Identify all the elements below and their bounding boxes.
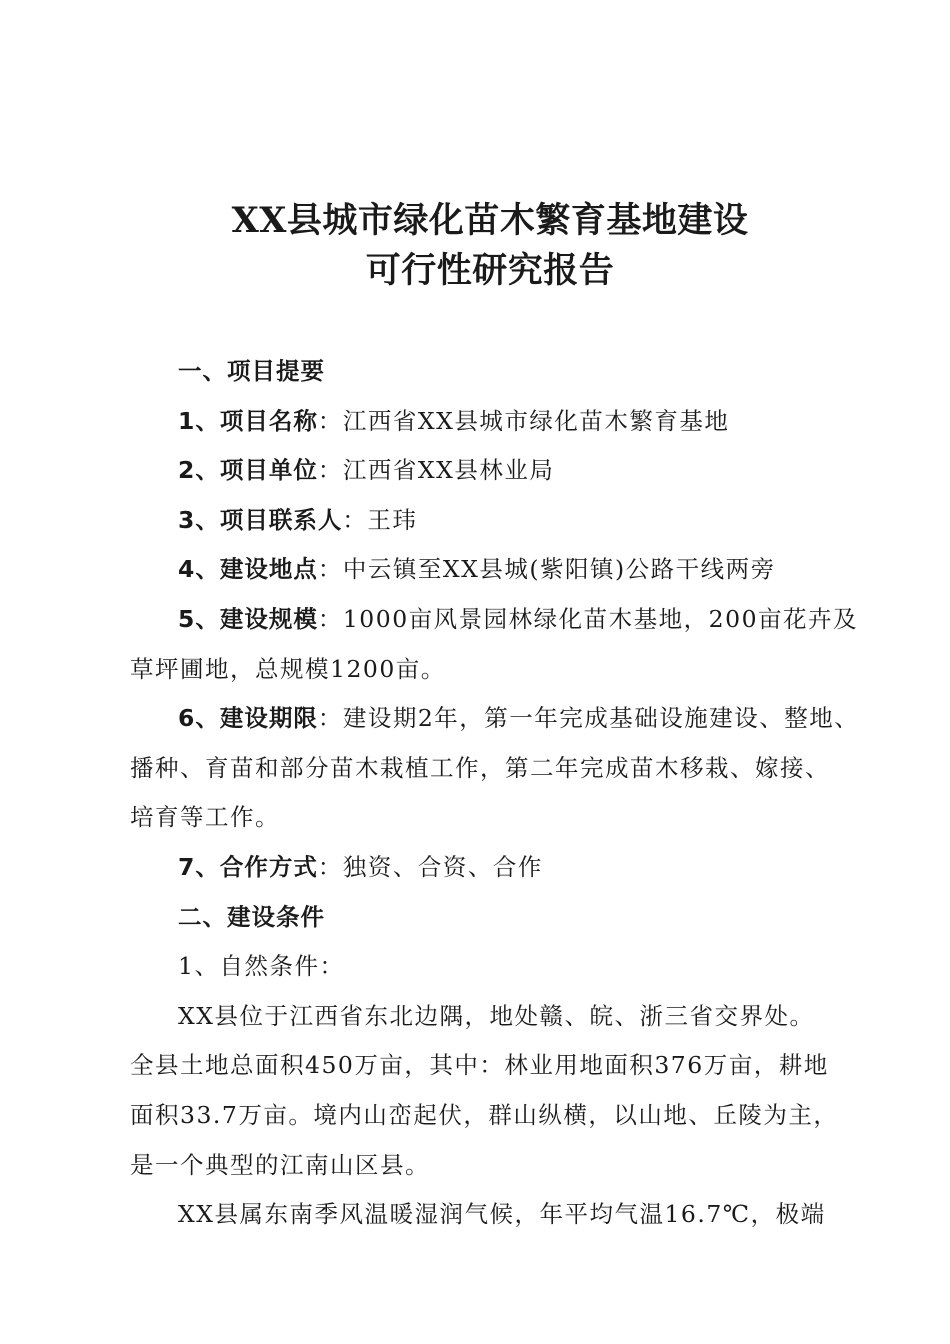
title-line-1: XX县城市绿化苗木繁育基地建设 [231, 200, 749, 241]
paragraph-1-line-4: 是一个典型的江南山区县。 [130, 1150, 430, 1179]
item-label: 3、项目联系人 [178, 505, 343, 534]
paragraph-1-line-2: 全县土地总面积450万亩，其中：林业用地面积376万亩，耕地 [130, 1051, 829, 1080]
paragraph-1-line-3: 面积33.7万亩。境内山峦起伏，群山纵横，以山地、丘陵为主， [130, 1100, 839, 1129]
paragraph-2-line-1: XX县属东南季风温暖湿润气候，年平均气温16.7℃，极端 [178, 1200, 826, 1229]
item-label: 5、建设规模 [178, 604, 318, 633]
paragraph-1-line-1: XX县位于江西省东北边隅，地处赣、皖、浙三省交界处。 [178, 1001, 815, 1030]
item-label: 6、建设期限 [178, 704, 318, 733]
item-cooperation-mode [130, 843, 860, 893]
item-label: 7、合作方式 [178, 852, 318, 881]
item-construction-scale [130, 595, 860, 645]
document-body [130, 347, 860, 1240]
item-separator: ： [317, 704, 343, 733]
item-construction-period-cont-2: 培育等工作。 [130, 803, 280, 832]
subsection-natural-conditions: 1、自然条件： [178, 952, 345, 981]
item-separator: ： [317, 555, 343, 584]
item-construction-period [130, 694, 860, 744]
item-separator: ： [317, 852, 343, 881]
item-text: 中云镇至XX县城(紫阳镇)公路干线两旁 [342, 555, 776, 584]
item-label: 1、项目名称 [178, 406, 318, 435]
item-text: 江西省XX县林业局 [342, 456, 555, 485]
item-construction-site [130, 545, 860, 595]
item-text: 1000亩风景园林绿化苗木基地，200亩花卉及 [342, 604, 859, 633]
item-project-name [130, 397, 860, 447]
item-text: 王玮 [367, 505, 418, 534]
item-project-contact [130, 496, 860, 546]
item-project-unit [130, 446, 860, 496]
item-separator: ： [317, 406, 343, 435]
section-1-heading: 一、项目提要 [178, 357, 325, 385]
item-label: 4、建设地点 [178, 555, 318, 584]
document-title [0, 196, 950, 296]
item-construction-period-cont-1: 播种、育苗和部分苗木栽植工作，第二年完成苗木移栽、嫁接、 [130, 753, 830, 782]
title-line-2: 可行性研究报告 [365, 250, 615, 291]
item-text: 建设期2年，第一年完成基础设施建设、整地、 [342, 704, 860, 733]
item-separator: ： [342, 505, 368, 534]
item-separator: ： [317, 456, 343, 485]
section-2-heading: 二、建设条件 [178, 902, 325, 931]
item-construction-scale-cont: 草坪圃地，总规模1200亩。 [130, 654, 446, 683]
item-text: 独资、合资、合作 [342, 852, 543, 881]
item-separator: ： [317, 604, 343, 633]
item-text: 江西省XX县城市绿化苗木繁育基地 [342, 406, 730, 435]
item-label: 2、项目单位 [178, 456, 318, 485]
